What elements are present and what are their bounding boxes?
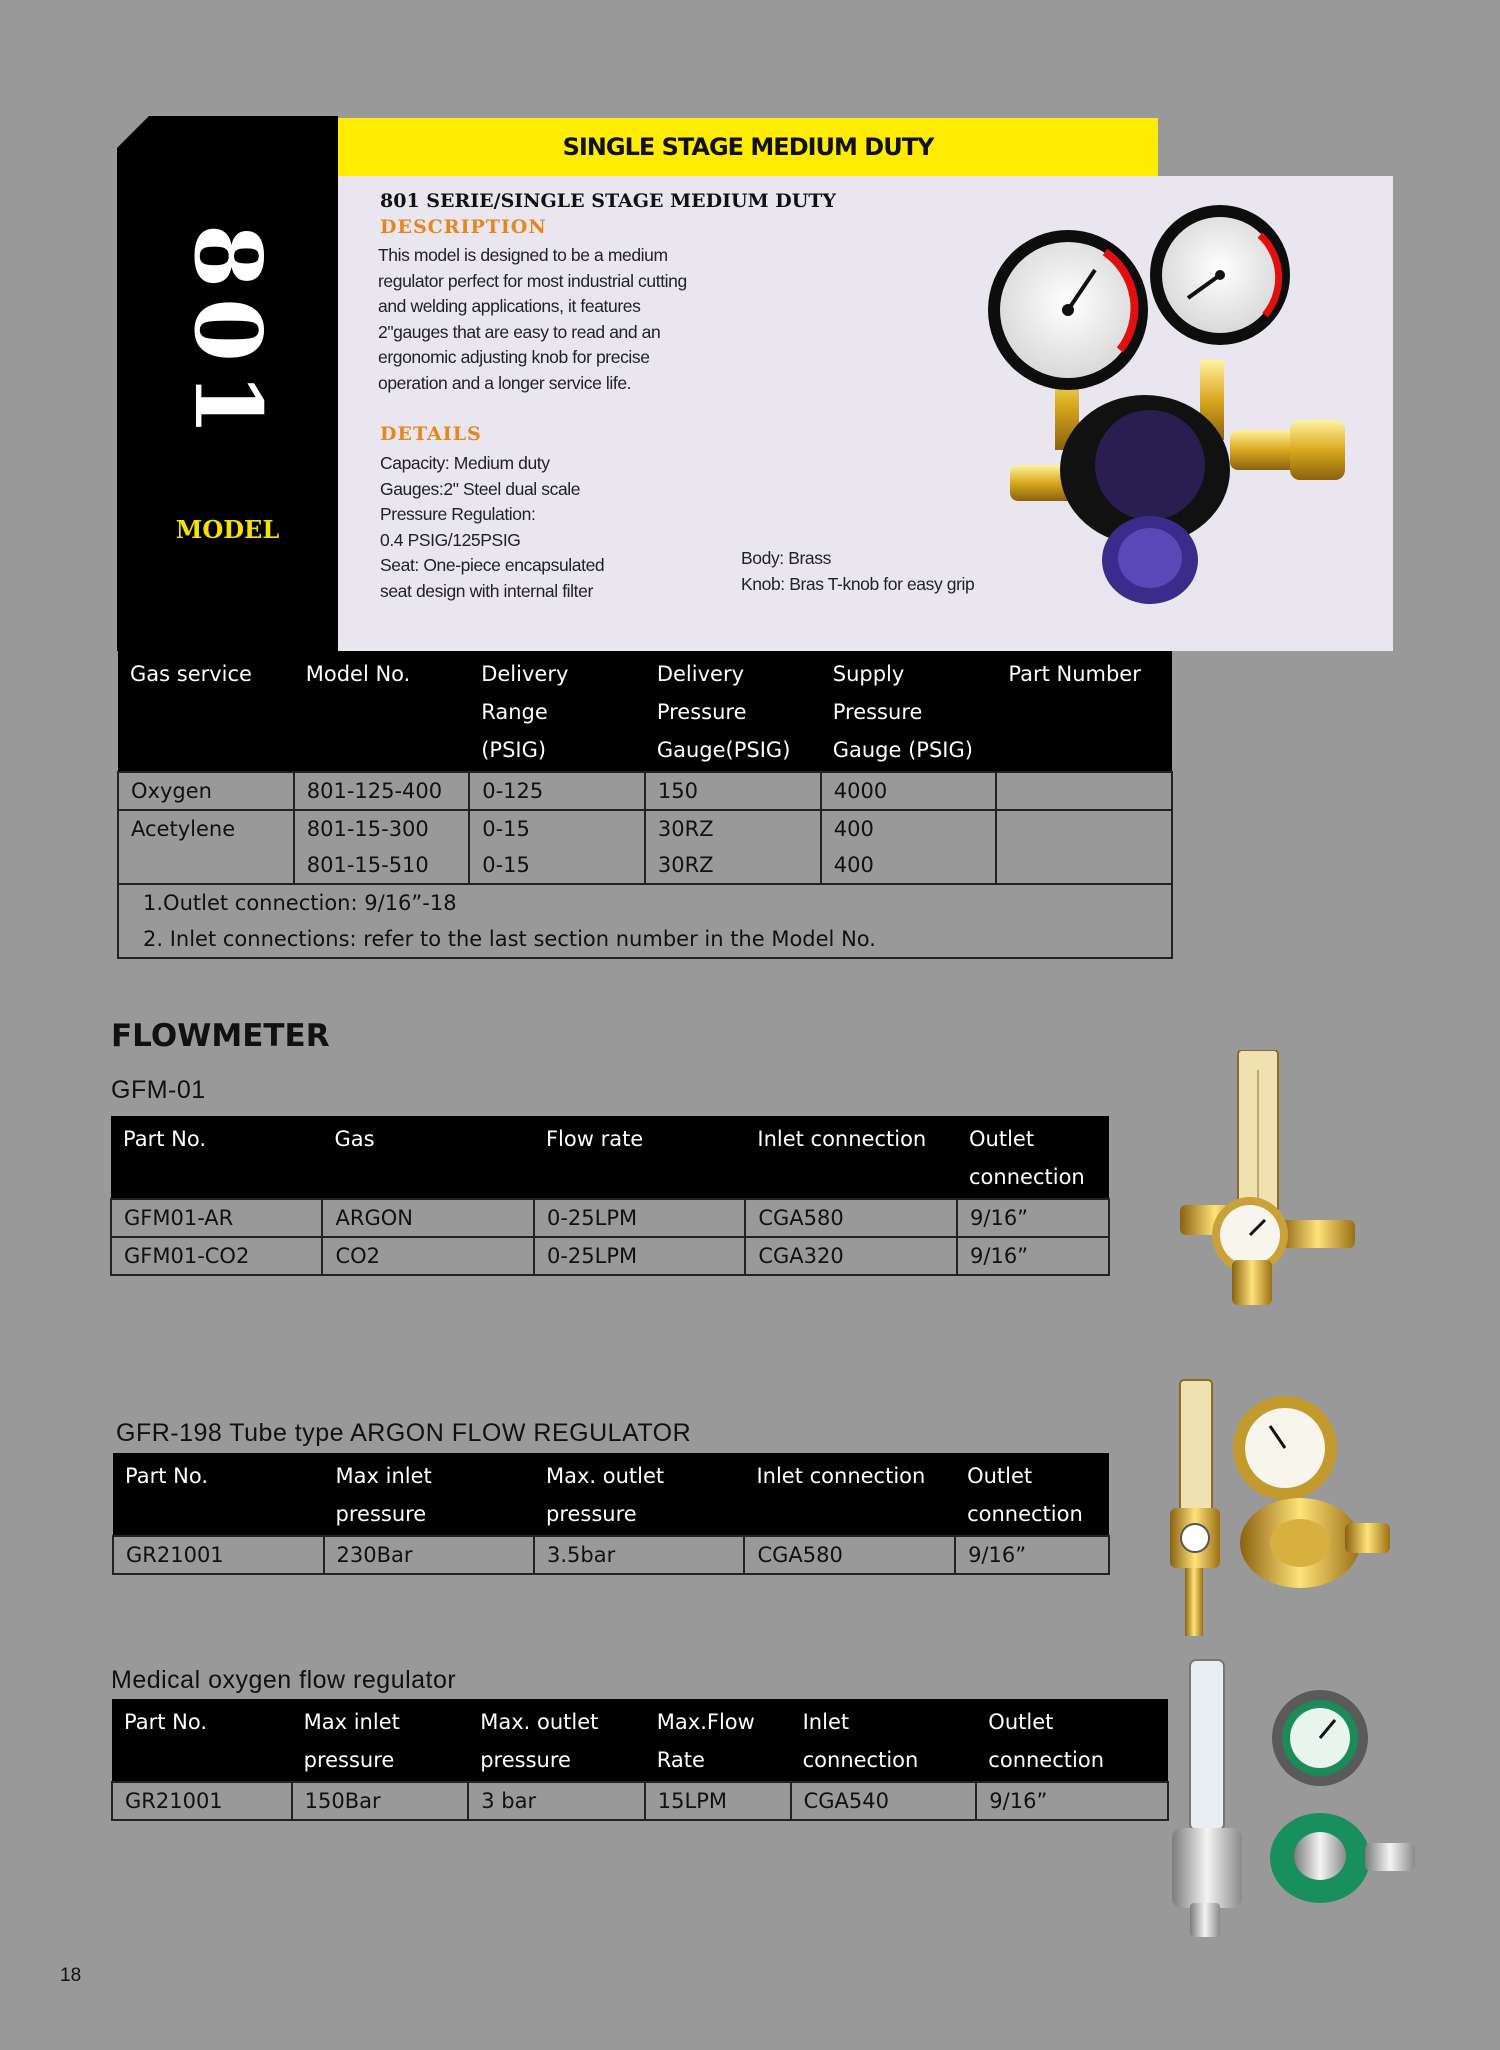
table-cell: CGA540 [791, 1782, 977, 1820]
table-cell: 3.5bar [534, 1536, 744, 1574]
table-cell [996, 772, 1172, 810]
flowmeter-heading: FLOWMETER [111, 1018, 330, 1054]
column-header-line: Max inlet [335, 1464, 432, 1488]
table-cell: GR21001 [112, 1782, 292, 1820]
column-header [957, 1116, 1109, 1199]
table-row [111, 1237, 1109, 1275]
column-header [744, 1453, 955, 1536]
column-header-line: connection [802, 1748, 919, 1772]
column-header [534, 1116, 745, 1199]
column-header-line: connection [967, 1502, 1083, 1526]
table-header-row [111, 1116, 1109, 1199]
table-cell [996, 810, 1172, 847]
column-header [322, 1116, 533, 1199]
table-cell: Oxygen [118, 772, 294, 810]
column-header-line: Gauge (PSIG) [832, 738, 973, 762]
column-header-line: Delivery [481, 662, 569, 686]
description-line: and welding applications, it features [378, 296, 641, 317]
column-header-line: Model No. [305, 662, 411, 686]
column-header-line: Gauge(PSIG) [656, 738, 791, 762]
table-cell: 801-15-300 [294, 810, 469, 847]
table-cell: 15LPM [645, 1782, 791, 1820]
column-header-line: Part No. [125, 1464, 208, 1488]
column-header [468, 1699, 645, 1782]
column-header-line: Pressure [832, 700, 923, 724]
table-cell: 0-25LPM [534, 1237, 745, 1275]
details-line: Body: Brass [741, 548, 831, 568]
table-cell: 4000 [821, 772, 997, 810]
table-cell: GFM01-AR [111, 1199, 322, 1237]
description-line: operation and a longer service life. [378, 372, 632, 393]
table-note-row [118, 921, 1172, 958]
column-header [118, 651, 294, 772]
table-cell: 150 [645, 772, 821, 810]
column-header-line: Inlet [802, 1710, 850, 1734]
column-header [469, 651, 645, 772]
column-header-line: Max. outlet [480, 1710, 599, 1734]
table-row [113, 1536, 1109, 1574]
table-header-row [118, 651, 1172, 772]
column-header-line: Rate [656, 1748, 705, 1772]
table-cell: 400 [821, 847, 997, 884]
table-cell [996, 847, 1172, 884]
table-cell: CGA580 [744, 1536, 955, 1574]
column-header-line: connection [988, 1748, 1105, 1772]
column-header [111, 1116, 322, 1199]
column-header-line: Outlet [967, 1464, 1033, 1488]
table-header-row [113, 1453, 1109, 1536]
column-header-line: Part No. [124, 1710, 207, 1734]
gfm-title: GFM-01 [111, 1076, 206, 1104]
table-cell: GFM01-CO2 [111, 1237, 322, 1275]
column-header [294, 651, 469, 772]
description-text [378, 243, 758, 397]
column-header [821, 651, 997, 772]
description-line: 2"gauges that are easy to read and an [378, 321, 661, 342]
table-cell: GR21001 [113, 1536, 324, 1574]
details-line: Knob: Bras T-knob for easy grip [741, 573, 975, 594]
column-header [324, 1453, 534, 1536]
table-row [112, 1782, 1168, 1820]
details-heading: DETAILS [380, 423, 482, 445]
table-cell: 0-25LPM [534, 1199, 745, 1237]
column-header-line: Part No. [123, 1127, 206, 1151]
details-line: Capacity: Medium duty [380, 453, 550, 473]
column-header [645, 651, 821, 772]
table-cell: 9/16” [957, 1237, 1109, 1275]
column-header-line: Inlet connection [756, 1464, 926, 1488]
table-cell: 30RZ [645, 810, 821, 847]
column-header [996, 651, 1172, 772]
details-line: Seat: One-piece encapsulated [380, 555, 605, 576]
details-text [380, 451, 720, 605]
table-row [111, 1199, 1109, 1237]
column-header-line: Max inlet [303, 1710, 400, 1734]
details-line: Pressure Regulation: [380, 504, 536, 525]
table-cell: 9/16” [976, 1782, 1168, 1820]
description-line: regulator perfect for most industrial cutting [378, 270, 687, 291]
table-note: 2. Inlet connections: refer to the last section number in the Model No. [118, 921, 1172, 958]
table-cell: 801-125-400 [294, 772, 469, 810]
table-cell: CGA580 [745, 1199, 957, 1237]
column-header-line: pressure [480, 1748, 571, 1772]
description-heading: DESCRIPTION [380, 216, 547, 238]
column-header-line: Flow rate [545, 1127, 644, 1151]
table-row [118, 810, 1172, 847]
column-header [645, 1699, 791, 1782]
column-header-line: pressure [303, 1748, 395, 1772]
table-row [118, 847, 1172, 884]
column-header-line: pressure [545, 1502, 637, 1526]
column-header [534, 1453, 744, 1536]
column-header-line: Delivery [656, 662, 745, 686]
column-header-line: Range [481, 700, 548, 724]
table-row [118, 772, 1172, 810]
regulator-801-image [960, 200, 1380, 620]
table-cell: 0-15 [469, 847, 645, 884]
column-header-line: pressure [335, 1502, 427, 1526]
page-number: 18 [60, 1965, 82, 1986]
column-header [112, 1699, 292, 1782]
gfm-table [110, 1116, 1110, 1276]
table-cell: 230Bar [324, 1536, 534, 1574]
table-cell: CGA320 [745, 1237, 957, 1275]
table-note: 1.Outlet connection: 9/16”-18 [118, 884, 1172, 921]
model-banner: SINGLE STAGE MEDIUM DUTY [338, 118, 1158, 176]
table-cell: 801-15-510 [294, 847, 469, 884]
table-cell: 30RZ [645, 847, 821, 884]
column-header-line: Inlet connection [757, 1127, 927, 1151]
table-cell: 150Bar [292, 1782, 469, 1820]
serie-title: 801 SERIE/SINGLE STAGE MEDIUM DUTY [380, 190, 836, 212]
column-header [955, 1453, 1109, 1536]
table-cell: 9/16” [955, 1536, 1109, 1574]
column-header [113, 1453, 324, 1536]
table-cell: 0-15 [469, 810, 645, 847]
table-note-row [118, 884, 1172, 921]
table-cell [118, 847, 294, 884]
medical-title: Medical oxygen flow regulator [111, 1666, 457, 1694]
table-cell: 3 bar [468, 1782, 645, 1820]
medical-regulator-image [1160, 1658, 1420, 1940]
gfr-regulator-image [1165, 1378, 1395, 1640]
column-header-line: Outlet [988, 1710, 1054, 1734]
column-header-line: Max.Flow [656, 1710, 755, 1734]
model-number: 801 [174, 223, 282, 447]
details-line: Gauges:2" Steel dual scale [380, 478, 581, 499]
table-cell: CO2 [322, 1237, 533, 1275]
gfm-flowmeter-image [1170, 1050, 1360, 1310]
details-line: seat design with internal filter [380, 580, 593, 601]
gfr-table [112, 1453, 1110, 1575]
table-cell: 9/16” [957, 1199, 1109, 1237]
table-cell: 400 [821, 810, 997, 847]
model-801-table [117, 651, 1173, 959]
table-cell: 0-125 [469, 772, 645, 810]
column-header-line: Gas service [130, 662, 252, 686]
column-header [292, 1699, 469, 1782]
table-cell: Acetylene [118, 810, 294, 847]
column-header [791, 1699, 977, 1782]
column-header-line: Supply [832, 662, 905, 686]
table-cell: ARGON [322, 1199, 533, 1237]
table-header-row [112, 1699, 1168, 1782]
column-header-line: connection [969, 1165, 1085, 1189]
column-header-line: Part Number [1008, 662, 1141, 686]
model-label: MODEL [175, 515, 280, 544]
description-line: This model is designed to be a medium [378, 245, 668, 265]
column-header [976, 1699, 1168, 1782]
gfr-title: GFR-198 Tube type ARGON FLOW REGULATOR [116, 1419, 692, 1447]
column-header-line: (PSIG) [481, 738, 547, 762]
medical-table [111, 1699, 1169, 1821]
column-header-line: Max. outlet [545, 1464, 665, 1488]
column-header [745, 1116, 957, 1199]
column-header-line: Gas [334, 1127, 375, 1151]
details-line: 0.4 PSIG/125PSIG [380, 529, 521, 550]
column-header-line: Pressure [656, 700, 747, 724]
column-header-line: Outlet [969, 1127, 1035, 1151]
description-line: ergonomic adjusting knob for precise [378, 347, 650, 368]
